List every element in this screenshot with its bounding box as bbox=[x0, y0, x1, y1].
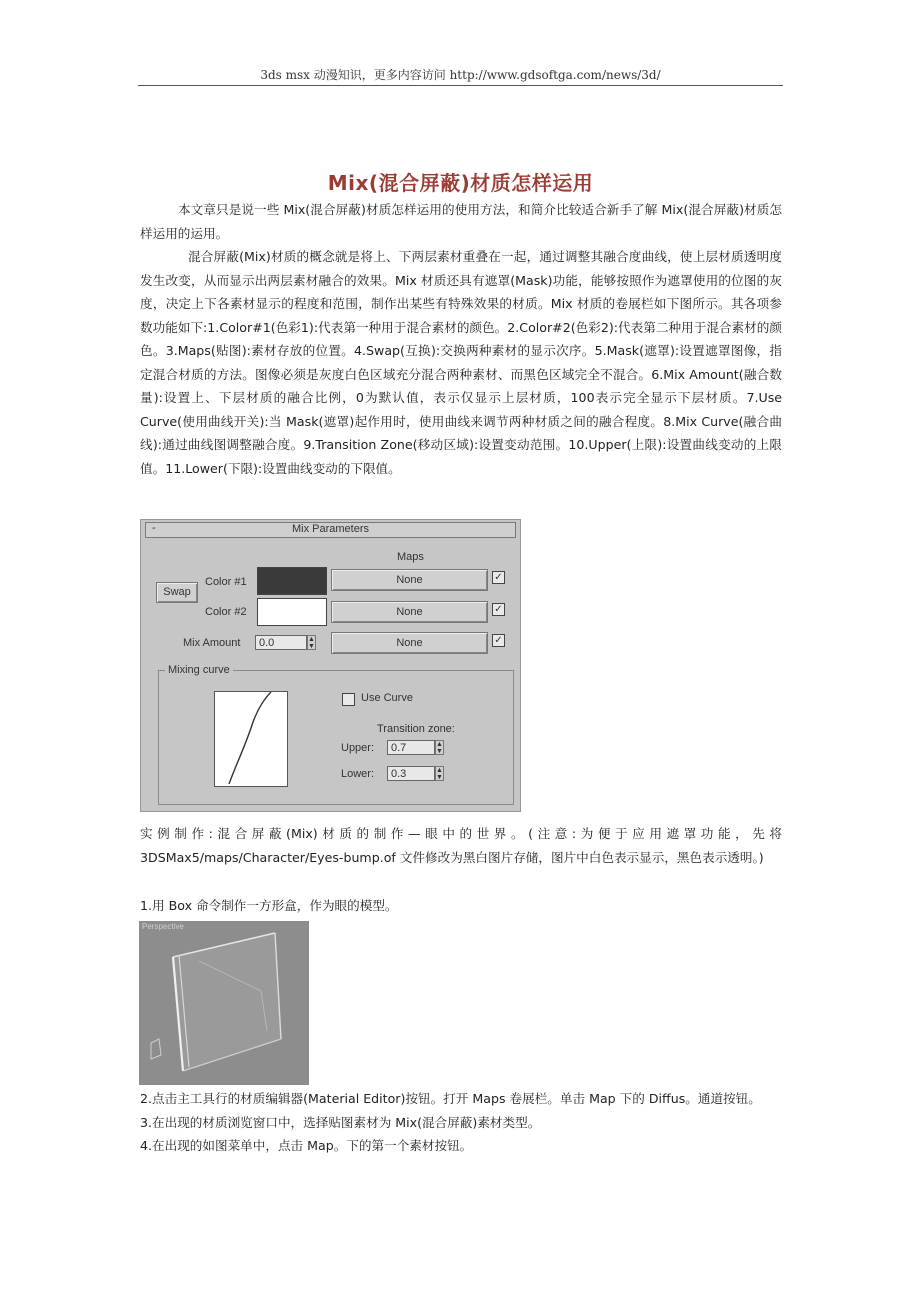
color1-label: Color #1 bbox=[205, 576, 247, 588]
mix-curve-graph bbox=[214, 691, 288, 787]
concept-paragraph: 混合屏蔽(Mix)材质的概念就是将上、下两层素材重叠在一起，通过调整其融合度曲线，使上层材质透明度发生改变，从而显示出两层素材融合的效果。Mix 材质还具有遮罩(Mask)功能，能够按照作为遮罩使用的位图的灰度，决定上下各素材显示的程度和范围，制作出某些有特殊效果的材质。Mix 材质的卷展栏如下图所示。其各项参数功能如下:1.Color#1(色彩1):代表第一种用于混合素材的颜色。2.Color#2(色彩2):代表第二种用于混合素材的颜色。3.Maps(贴图):素材存放的位置。4.Swap(互换):交换两种素材的显示次序。5.Mask(遮罩):设置遮罩图像，指定混合材质的方法。图像必须是灰度白色区域充分混合两种素材、而黑色区域完全不混合。6.Mix Amount(融合数量):设置上、下层材质的融合比例，0为默认值，表示仅显示上层材质，100表示完全显示下层材质。7.Use Curve(使用曲线开关):当 Mask(遮罩)起作用时，使用曲线来调节两种材质之间的融合程度。8.Mix Curve(融合曲线):通过曲线图调整融合度。9.Transition Zone(移动区域):设置变动范围。10.Upper(上限):设置曲线变动的上限值。11.Lower(下限):设置曲线变动的下限值。 bbox=[140, 249, 782, 476]
rollout-title: Mix Parameters bbox=[291, 523, 370, 535]
mask-checkbox[interactable]: ✓ bbox=[492, 634, 505, 647]
step2-paragraph: 2.点击主工具行的材质编辑器(Material Editor)按钮。打开 Maps 卷展栏。单击 Map 下的 Diffus。通道按钮。 bbox=[140, 1091, 761, 1106]
swap-button[interactable]: Swap bbox=[156, 582, 198, 603]
steps-remaining bbox=[140, 1087, 782, 1158]
article-body-top bbox=[140, 198, 782, 480]
step3-paragraph: 3.在出现的材质浏览窗口中，选择贴图素材为 Mix(混合屏蔽)素材类型。 bbox=[140, 1114, 541, 1130]
map1-button[interactable]: None bbox=[331, 569, 488, 591]
color2-swatch[interactable] bbox=[257, 598, 327, 626]
page-header: 3ds msx 动漫知识，更多内容访问 http://www.gdsoftga.com/news/3d/ bbox=[260, 68, 661, 82]
step4-paragraph: 4.在出现的如图菜单中，点击 Map。下的第一个素材按钮。 bbox=[140, 1138, 473, 1153]
use-curve-checkbox[interactable] bbox=[342, 693, 355, 706]
mix-amount-spinner[interactable]: ▲ ▼ bbox=[308, 636, 315, 650]
lower-input[interactable]: 0.3 bbox=[387, 766, 435, 781]
upper-label: Upper: bbox=[341, 742, 375, 754]
map1-checkbox[interactable]: ✓ bbox=[492, 571, 505, 584]
map2-button[interactable]: None bbox=[331, 601, 488, 623]
mix-parameters-panel bbox=[140, 519, 521, 812]
box-model-wireframe bbox=[139, 921, 309, 1085]
step1-paragraph: 1.用 Box 命令制作一方形盒，作为眼的模型。 bbox=[140, 898, 398, 913]
upper-spinner[interactable]: ▲ ▼ bbox=[436, 741, 443, 755]
map2-checkbox[interactable]: ✓ bbox=[492, 603, 505, 616]
color1-swatch[interactable] bbox=[257, 567, 327, 595]
step1-wrap bbox=[140, 894, 782, 918]
mix-curve-line bbox=[215, 692, 287, 786]
use-curve-label: Use Curve bbox=[361, 692, 413, 704]
color2-label: Color #2 bbox=[205, 606, 247, 618]
mix-amount-input[interactable]: 0.0 bbox=[255, 635, 307, 650]
mix-amount-label: Mix Amount bbox=[183, 637, 241, 649]
intro-paragraph: 本文章只是说一些 Mix(混合屏蔽)材质怎样运用的使用方法，和简介比较适合新手了解 Mix(混合屏蔽)材质怎样运用的运用。 bbox=[140, 202, 782, 241]
mixing-curve-group bbox=[158, 670, 514, 805]
header-divider bbox=[138, 85, 783, 86]
mixing-curve-label: Mixing curve bbox=[165, 664, 233, 676]
mask-map-button[interactable]: None bbox=[331, 632, 488, 654]
example-paragraph-wrap bbox=[140, 822, 782, 869]
transition-zone-label: Transition zone: bbox=[377, 723, 455, 735]
lower-spinner[interactable]: ▲ ▼ bbox=[436, 767, 443, 781]
example-paragraph: 实例制作:混合屏蔽(Mix)材质的制作—眼中的世界。(注意:为便于应用遮罩功能，先将3DSMax5/maps/Character/Eyes-bump.of 文件修改为黑白图片存储，图片中白色表示显示，黑色表示透明。) bbox=[140, 826, 782, 865]
upper-input[interactable]: 0.7 bbox=[387, 740, 435, 755]
article-title: Mix(混合屏蔽)材质怎样运用 bbox=[327, 171, 594, 195]
perspective-viewport bbox=[139, 921, 309, 1085]
rollout-title-bar[interactable] bbox=[145, 522, 516, 538]
collapse-icon[interactable]: - bbox=[152, 522, 156, 534]
viewport-label: Perspective bbox=[142, 922, 184, 931]
lower-label: Lower: bbox=[341, 768, 375, 780]
maps-heading: Maps bbox=[397, 551, 424, 563]
